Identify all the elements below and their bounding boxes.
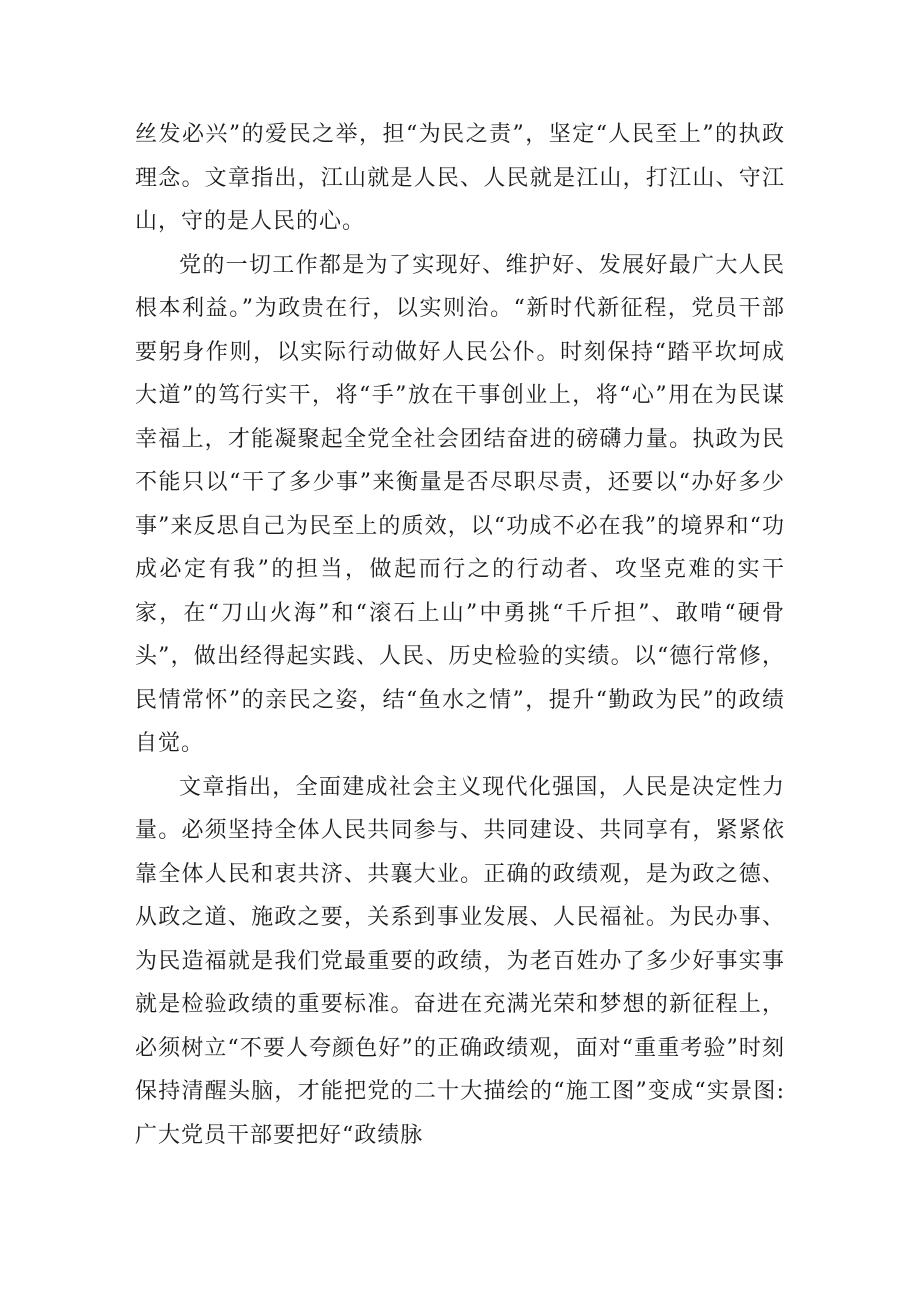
paragraph: 文章指出，全面建成社会主义现代化强国，人民是决定性力量。必须坚持全体人民共同参与、共同建设、共同享有，紧紧依靠全体人民和衷共济、共襄大业。正确的政绩观，是为政之德、从政之道、施政之要，关系到事业发展、人民福祉。为民办事、为民造福就是我们党最重要的政绩，为老百姓办了多少好事实事就是检验政绩的重要标准。奋进在充满光荣和梦想的新征程上，必须树立“不要人夸颜色好”的正确政绩观，面对“重重考验”时刻保持清醒头脑，才能把党的二十大描绘的“施工图”变成“实景图:广大党员干部要把好“政绩脉	[135, 774, 785, 1148]
paragraph: 党的一切工作都是为了实现好、维护好、发展好最广大人民根本利益。”为政贵在行，以实则治。“新时代新征程，党员干部要躬身作则，以实际行动做好人民公仆。时刻保持“踏平坎坷成大道”的笃行实干，将“手”放在干事创业上，将“心”用在为民谋幸福上，才能凝聚起全党全社会团结奋进的磅礴力量。执政为民不能只以“干了多少事”来衡量是否尽职尽责，还要以“办好多少事”来反思自己为民至上的质效，以“功成不必在我”的境界和“功成必定有我”的担当，做起而行之的行动者、攻坚克难的实干家，在“刀山火海”和“滚石上山”中勇挑“千斤担”、敢啃“硬骨头”，做出经得起实践、人民、历史检验的实绩。以“德行常修，民情常怀”的亲民之姿，结“鱼水之情”，提升“勤政为民”的政绩自觉。	[135, 252, 785, 756]
body-text	[135, 113, 785, 1157]
paragraph-continuation: 丝发必兴”的爱民之举，担“为民之责”，坚定“人民至上”的执政理念。文章指出，江山就是人民、人民就是江山，打江山、守江山，守的是人民的心。	[135, 122, 785, 234]
